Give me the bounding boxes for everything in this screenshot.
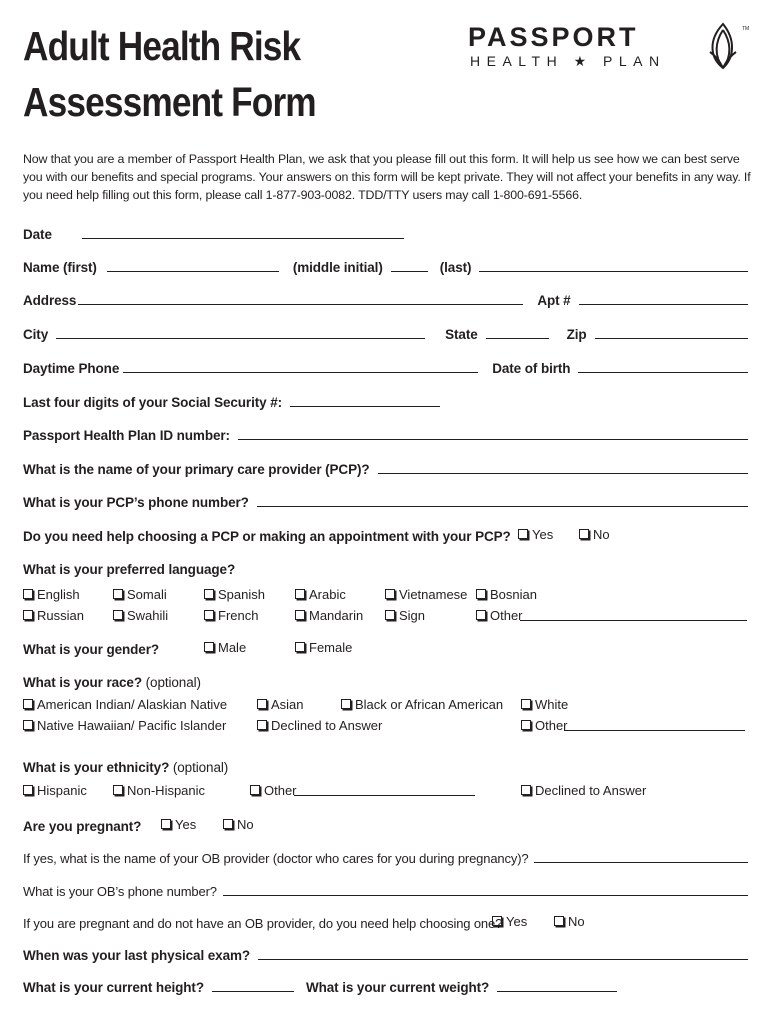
checkbox-icon (23, 610, 33, 620)
language-option-label: Spanish (218, 587, 265, 602)
checkbox-icon (492, 916, 502, 926)
ob-name-label: If yes, what is the name of your OB provider (doctor who cares for you during pregnancy)? (23, 851, 529, 866)
gender-male-label: Male (218, 640, 247, 655)
ethnicity-hispanic-checkbox[interactable] (23, 783, 87, 798)
language-option-label: Mandarin (309, 608, 364, 623)
race-option-label: White (535, 697, 569, 712)
checkbox-icon (385, 589, 395, 599)
first-name-label: Name (first) (23, 260, 97, 275)
pcp-name-row (23, 457, 748, 477)
checkbox-icon (113, 785, 123, 795)
race-white-checkbox[interactable] (521, 697, 568, 712)
ssn-field[interactable] (290, 392, 440, 407)
pcp-phone-field[interactable] (257, 492, 748, 507)
checkbox-icon (23, 720, 33, 730)
ethnicity-question: What is your ethnicity? (23, 760, 170, 775)
language-option-label: Swahili (127, 608, 169, 623)
checkbox-icon (518, 529, 528, 539)
language-sign-checkbox[interactable] (385, 608, 425, 623)
checkbox-icon (257, 699, 267, 709)
ethnicity-declined-checkbox[interactable] (521, 783, 646, 798)
date-row (23, 222, 748, 242)
gender-female-checkbox[interactable] (295, 640, 352, 655)
ethnicity-option-label: Non-Hispanic (127, 783, 206, 798)
checkbox-icon (23, 785, 33, 795)
title-line-2: Assessment Form (23, 79, 316, 125)
language-option-label: Somali (127, 587, 167, 602)
language-other-field[interactable] (520, 606, 747, 621)
ob-phone-label: What is your OB’s phone number? (23, 884, 217, 899)
passport-health-plan-logo (468, 22, 750, 72)
language-english-checkbox[interactable] (23, 587, 80, 602)
gender-label: What is your gender? (23, 642, 160, 657)
race-optional-note: (optional) (145, 675, 201, 690)
language-option-label: Bosnian (490, 587, 537, 602)
middle-initial-field[interactable] (391, 257, 428, 272)
race-declined-checkbox[interactable] (257, 718, 382, 733)
race-option-label: Asian (271, 697, 304, 712)
plan-id-label: Passport Health Plan ID number: (23, 428, 230, 443)
first-name-field[interactable] (107, 257, 279, 272)
checkbox-icon (476, 589, 486, 599)
logo-subtitle: HEALTH ★ PLAN (470, 53, 666, 69)
language-option-label: Other (490, 608, 523, 623)
pcp-help-yes-checkbox[interactable] (518, 527, 553, 542)
address-row (23, 288, 748, 308)
pcp-help-row (23, 524, 748, 544)
ethnicity-optional-note: (optional) (172, 760, 229, 775)
state-label: State (445, 327, 478, 342)
ob-help-yes-label: Yes (506, 914, 528, 929)
weight-label: What is your current weight? (305, 980, 490, 995)
address-field[interactable] (78, 290, 523, 305)
pcp-help-no-label: No (593, 527, 610, 542)
language-option-label: Arabic (309, 587, 346, 602)
language-vietnamese-checkbox[interactable] (385, 587, 467, 602)
race-option-label: Other (535, 718, 568, 733)
language-mandarin-checkbox[interactable] (295, 608, 363, 623)
pcp-help-no-checkbox[interactable] (579, 527, 610, 542)
pcp-name-field[interactable] (378, 459, 748, 474)
dob-label: Date of birth (492, 361, 571, 376)
checkbox-icon (204, 642, 214, 652)
checkbox-icon (521, 699, 531, 709)
checkbox-icon (521, 785, 531, 795)
pcp-phone-label: What is your PCP’s phone number? (23, 495, 249, 510)
pregnant-yes-label: Yes (175, 817, 197, 832)
checkbox-icon (113, 589, 123, 599)
language-russian-checkbox[interactable] (23, 608, 84, 623)
ethnicity-non-hispanic-checkbox[interactable] (113, 783, 205, 798)
checkbox-icon (295, 642, 305, 652)
ob-help-label: If you are pregnant and do not have an OB provider, do you need help choosing one? (23, 916, 503, 931)
last-name-label: (last) (439, 260, 472, 275)
pcp-name-label: What is the name of your primary care provider (PCP)? (23, 462, 370, 477)
city-field[interactable] (56, 324, 425, 339)
race-black-checkbox[interactable] (341, 697, 503, 712)
checkbox-icon (476, 610, 486, 620)
checkbox-icon (579, 529, 589, 539)
city-row (23, 322, 748, 342)
language-label: What is your preferred language? (23, 562, 236, 577)
ethnicity-option-label: Declined to Answer (535, 783, 647, 798)
race-other-field[interactable] (564, 716, 745, 731)
apt-label: Apt # (537, 293, 571, 308)
title-line-1: Adult Health Risk (23, 23, 301, 69)
race-row (23, 670, 748, 690)
height-label: What is your current height? (23, 980, 204, 995)
language-option-label: Russian (37, 608, 84, 623)
weight-field[interactable] (497, 977, 617, 992)
apt-field[interactable] (579, 290, 748, 305)
pcp-phone-row (23, 490, 748, 510)
checkbox-icon (295, 589, 305, 599)
pregnant-row (23, 814, 748, 834)
last-name-field[interactable] (479, 257, 748, 272)
checkbox-icon (521, 720, 531, 730)
checkbox-icon (295, 610, 305, 620)
checkbox-icon (23, 699, 33, 709)
checkbox-icon (204, 610, 214, 620)
ethnicity-label (23, 760, 228, 775)
pregnant-label: Are you pregnant? (23, 819, 142, 834)
race-option-label: American Indian/ Alaskian Native (37, 697, 228, 712)
checkbox-icon (204, 589, 214, 599)
ob-phone-field[interactable] (223, 881, 748, 896)
checkbox-icon (554, 916, 564, 926)
phone-row (23, 356, 748, 376)
city-label: City (23, 327, 49, 342)
checkbox-icon (23, 589, 33, 599)
language-option-label: Vietnamese (399, 587, 468, 602)
gender-male-checkbox[interactable] (204, 640, 246, 655)
plan-id-row (23, 423, 748, 443)
height-weight-row (23, 975, 748, 995)
language-spanish-checkbox[interactable] (204, 587, 265, 602)
ob-help-row (23, 911, 748, 931)
language-arabic-checkbox[interactable] (295, 587, 346, 602)
language-row (23, 557, 748, 577)
zip-field[interactable] (595, 324, 748, 339)
language-option-label: English (37, 587, 80, 602)
ob-name-row (23, 846, 748, 866)
intro-paragraph: Now that you are a member of Passport Health Plan, we ask that you please fill out this form. It will help us see how we can best serve you with our benefits and special programs. Your answers on this form will be kept private. They will not affect your benefits in any way. If you need help filling out this form, please call 1-877-903-0082. TDD/TTY users may call 1-800-691-5566. (23, 152, 751, 202)
ssn-row (23, 390, 748, 410)
ob-name-field[interactable] (534, 848, 748, 863)
ob-help-no-label: No (568, 914, 585, 929)
page-title (23, 18, 384, 130)
pcp-help-label: Do you need help choosing a PCP or making an appointment with your PCP? (23, 529, 511, 544)
daytime-phone-label: Daytime Phone (23, 361, 120, 376)
ob-help-no-checkbox[interactable] (554, 914, 585, 929)
zip-label: Zip (566, 327, 587, 342)
race-asian-checkbox[interactable] (257, 697, 304, 712)
middle-initial-label: (middle initial) (292, 260, 383, 275)
language-somali-checkbox[interactable] (113, 587, 167, 602)
checkbox-icon (257, 720, 267, 730)
pcp-help-yes-label: Yes (532, 527, 554, 542)
ob-phone-row (23, 879, 748, 899)
race-option-label: Black or African American (355, 697, 504, 712)
height-field[interactable] (212, 977, 294, 992)
checkbox-icon (341, 699, 351, 709)
date-field[interactable] (82, 224, 404, 239)
name-row (23, 255, 748, 275)
gender-female-label: Female (309, 640, 353, 655)
race-label (23, 675, 201, 690)
ethnicity-other-field[interactable] (294, 781, 475, 796)
last-exam-label: When was your last physical exam? (23, 948, 251, 963)
ob-help-yes-checkbox[interactable] (492, 914, 527, 929)
date-label: Date (23, 227, 52, 242)
ethnicity-row (23, 755, 748, 775)
pregnant-no-label: No (237, 817, 254, 832)
gender-row (23, 637, 748, 657)
language-option-label: French (218, 608, 259, 623)
race-question: What is your race? (23, 675, 142, 690)
race-option-label: Native Hawaiian/ Pacific Islander (37, 718, 227, 733)
dob-field[interactable] (578, 358, 748, 373)
checkbox-icon (385, 610, 395, 620)
daytime-phone-field[interactable] (123, 358, 478, 373)
checkbox-icon (161, 819, 171, 829)
language-other-checkbox[interactable] (476, 608, 523, 623)
address-label: Address (23, 293, 77, 308)
trademark-mark: TM (742, 26, 750, 32)
checkbox-icon (223, 819, 233, 829)
plan-id-field[interactable] (238, 425, 748, 440)
pregnant-no-checkbox[interactable] (223, 817, 254, 832)
language-french-checkbox[interactable] (204, 608, 258, 623)
race-option-label: Declined to Answer (271, 718, 383, 733)
ethnicity-option-label: Hispanic (37, 783, 87, 798)
last-exam-row (23, 943, 748, 963)
logo-name: PASSPORT (468, 22, 639, 52)
race-american-indian-checkbox[interactable] (23, 697, 227, 712)
pregnant-yes-checkbox[interactable] (161, 817, 196, 832)
race-native-hawaiian-checkbox[interactable] (23, 718, 226, 733)
language-bosnian-checkbox[interactable] (476, 587, 537, 602)
ssn-label: Last four digits of your Social Security #: (23, 395, 282, 410)
last-exam-field[interactable] (258, 945, 748, 960)
ethnicity-other-checkbox[interactable] (250, 783, 297, 798)
language-swahili-checkbox[interactable] (113, 608, 168, 623)
race-other-checkbox[interactable] (521, 718, 568, 733)
leaf-emblem-icon (706, 22, 740, 70)
checkbox-icon (250, 785, 260, 795)
state-field[interactable] (486, 324, 549, 339)
language-option-label: Sign (399, 608, 426, 623)
checkbox-icon (113, 610, 123, 620)
ethnicity-option-label: Other (264, 783, 297, 798)
